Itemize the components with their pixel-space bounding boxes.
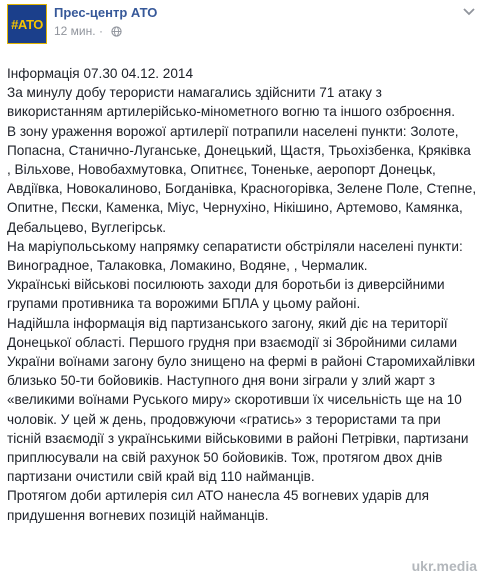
post-header	[0, 0, 485, 56]
globe-icon[interactable]	[111, 26, 122, 37]
page-avatar[interactable]	[7, 4, 47, 44]
avatar-logo-text: #АТО	[11, 16, 43, 32]
post-paragraph: Інформація 07.30 04.12. 2014	[7, 66, 194, 81]
watermark: ukr.media	[411, 558, 477, 574]
post-paragraph: Протягом доби артилерія сил АТО нанесла 45 вогневих ударів для придушення вогневих позицій найманців.	[7, 488, 429, 523]
page-name-link[interactable]: Прес-центр АТО	[54, 5, 158, 20]
post-paragraph: На маріупольському напрямку сепаратисти обстріляли населені пункти: Виноградное, Талаковка, Ломакино, Водяне, , Чермалик.	[7, 238, 463, 274]
post-paragraph: В зону ураження ворожої артилерії потрапили населені пункти: Золоте, Попасна, Станично-Луганське, Донецький, Щастя, Трьохізбенка, Кряківка , Вільхове, Новобахмутовка, Опитнєє, Тоненьке, аеропорт Донецьк, Авдіївка, Новокалиново, Богданівка, Красногорівка, Зелене Поле, Степне, Опитне, Пєски, Каменка, Міус, Чернухіно, Нікішино, Артемово, Камянка, Дебальцево, Вуглегірськ.	[7, 123, 477, 235]
post-paragraph: Надійшла інформація від партизанського загону, який діє на території Донецької області. Першого грудня при взаємодії зі Збройними силами України воїнами загону було знищено на фермі в районі Старомихайлівки близько 50-ти бойовиків. Наступного дня вони зіграли у злий жарт з «великими воїнами Руського миру» скоротивши їх чисельність ще на 10 чоловік. У цей ж день, продовжуючи «гратись» з терористами та при тісній взаємодії з українськими військовими в районі Петрівки, партизани приплюсували на свій рахунок 50 бойовиків. Тож, протягом двох днів партизани очистили свій край від 110 найманців.	[7, 315, 476, 485]
post-meta	[54, 24, 122, 38]
post-paragraph: За минулу добу терористи намагались здійснити 71 атаку з використанням артилерійсько-мінометного вогню та іншого озброєння.	[7, 85, 456, 120]
post-paragraph: Українські військові посилюють заходи для боротьби із диверсійними групами противника та ворожими БПЛА у цьому районі.	[7, 277, 445, 312]
chevron-down-icon[interactable]	[463, 8, 475, 16]
meta-separator: ·	[95, 24, 107, 38]
post-body	[7, 64, 477, 525]
post-timestamp[interactable]: 12 мин.	[54, 24, 96, 38]
